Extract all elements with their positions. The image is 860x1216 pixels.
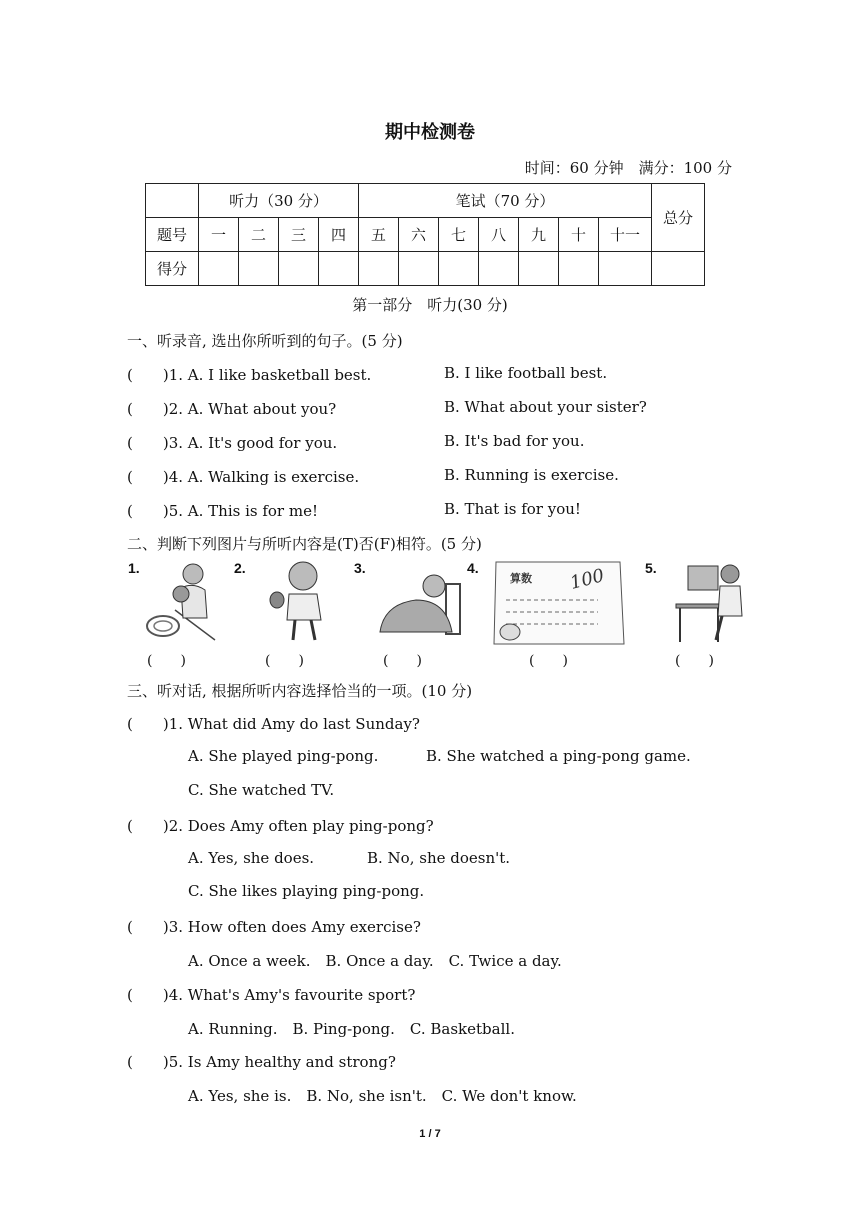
- score-cell[interactable]: [399, 252, 439, 286]
- writing-header: 笔试（70 分）: [359, 184, 652, 218]
- col-header: 四: [319, 218, 359, 252]
- picture-3-sick-in-bed: [376, 560, 466, 636]
- section-2-heading: 二、判断下列图片与所听内容是(T)否(F)相符。(5 分): [127, 535, 482, 553]
- col-header: 七: [439, 218, 479, 252]
- col-header: 十一: [599, 218, 652, 252]
- score-cell[interactable]: [559, 252, 599, 286]
- page-title: 期中检测卷: [385, 122, 475, 143]
- section-3-heading: 三、听对话, 根据所听内容选择恰当的一项。(10 分): [127, 682, 473, 700]
- picture-number-4: 4.: [467, 560, 479, 576]
- col-header: 十: [559, 218, 599, 252]
- s3-question-4: ( )4. What's Amy's favourite sport?: [127, 986, 416, 1004]
- s1-item-2-option-b: B. What about your sister?: [444, 398, 647, 416]
- picture-1-basketball: [145, 560, 217, 642]
- col-header: 一: [199, 218, 239, 252]
- score-cell[interactable]: [652, 252, 705, 286]
- row-label-score: 得分: [146, 252, 199, 286]
- score-table: [145, 183, 705, 286]
- s3-q2-option-a: A. Yes, she does.: [188, 849, 315, 867]
- picture-4-label: 算数: [510, 572, 532, 585]
- s3-q2-option-c: C. She likes playing ping-pong.: [188, 882, 425, 900]
- row-label-number: 题号: [146, 218, 199, 252]
- s3-q1-option-c: C. She watched TV.: [188, 781, 335, 799]
- s1-item-3: ( )3. A. It's good for you.: [127, 434, 338, 452]
- score-cell[interactable]: [479, 252, 519, 286]
- s1-item-1: ( )1. A. I like basketball best.: [127, 366, 372, 384]
- s1-item-1-option-b: B. I like football best.: [444, 364, 608, 382]
- s1-item-4-option-b: B. Running is exercise.: [444, 466, 619, 484]
- col-header: 二: [239, 218, 279, 252]
- s3-q1-option-b: B. She watched a ping-pong game.: [426, 747, 691, 765]
- table-corner-cell: [146, 184, 199, 218]
- answer-bracket-5[interactable]: ( ): [675, 653, 714, 669]
- s3-q1-option-a: A. She played ping-pong.: [188, 747, 379, 765]
- score-cell[interactable]: [599, 252, 652, 286]
- col-header: 三: [279, 218, 319, 252]
- s3-question-3: ( )3. How often does Amy exercise?: [127, 918, 421, 936]
- s1-item-5-option-b: B. That is for you!: [444, 500, 581, 518]
- s3-q2-option-b: B. No, she doesn't.: [367, 849, 511, 867]
- s3-question-1: ( )1. What did Amy do last Sunday?: [127, 715, 420, 733]
- answer-bracket-4[interactable]: ( ): [529, 653, 568, 669]
- part-one-heading: 第一部分 听力(30 分): [352, 296, 508, 314]
- col-header: 九: [519, 218, 559, 252]
- answer-bracket-3[interactable]: ( ): [383, 653, 422, 669]
- picture-number-5: 5.: [645, 560, 657, 576]
- score-cell[interactable]: [519, 252, 559, 286]
- s1-item-4: ( )4. A. Walking is exercise.: [127, 468, 360, 486]
- s3-q5-options: A. Yes, she is. B. No, she isn't. C. We don't know.: [188, 1087, 577, 1105]
- s1-item-2: ( )2. A. What about you?: [127, 400, 337, 418]
- page-number: 1 / 7: [419, 1128, 441, 1140]
- s3-question-5: ( )5. Is Amy healthy and strong?: [127, 1053, 396, 1071]
- listening-header: 听力（30 分）: [199, 184, 359, 218]
- answer-bracket-1[interactable]: ( ): [147, 653, 186, 669]
- s3-question-2: ( )2. Does Amy often play ping-pong?: [127, 817, 434, 835]
- picture-2-ping-pong: [265, 560, 335, 646]
- s1-item-3-option-b: B. It's bad for you.: [444, 432, 585, 450]
- total-header: 总分: [652, 184, 705, 252]
- picture-number-1: 1.: [128, 560, 140, 576]
- col-header: 五: [359, 218, 399, 252]
- col-header: 八: [479, 218, 519, 252]
- score-cell[interactable]: [319, 252, 359, 286]
- score-cell[interactable]: [199, 252, 239, 286]
- score-cell[interactable]: [359, 252, 399, 286]
- picture-4-math-test: [488, 560, 628, 648]
- s3-q4-options: A. Running. B. Ping-pong. C. Basketball.: [188, 1020, 515, 1038]
- picture-number-3: 3.: [354, 560, 366, 576]
- picture-number-2: 2.: [234, 560, 246, 576]
- picture-5-computer: [668, 560, 752, 646]
- answer-bracket-2[interactable]: ( ): [265, 653, 304, 669]
- col-header: 六: [399, 218, 439, 252]
- score-cell[interactable]: [439, 252, 479, 286]
- svg-text:100: 100: [567, 565, 607, 594]
- s3-q3-options: A. Once a week. B. Once a day. C. Twice a day.: [188, 952, 562, 970]
- s1-item-5: ( )5. A. This is for me!: [127, 502, 318, 520]
- score-cell[interactable]: [279, 252, 319, 286]
- score-cell[interactable]: [239, 252, 279, 286]
- time-score-info: 时间：60 分钟 满分：100 分: [524, 159, 732, 177]
- section-1-heading: 一、听录音, 选出你所听到的句子。(5 分): [127, 332, 403, 350]
